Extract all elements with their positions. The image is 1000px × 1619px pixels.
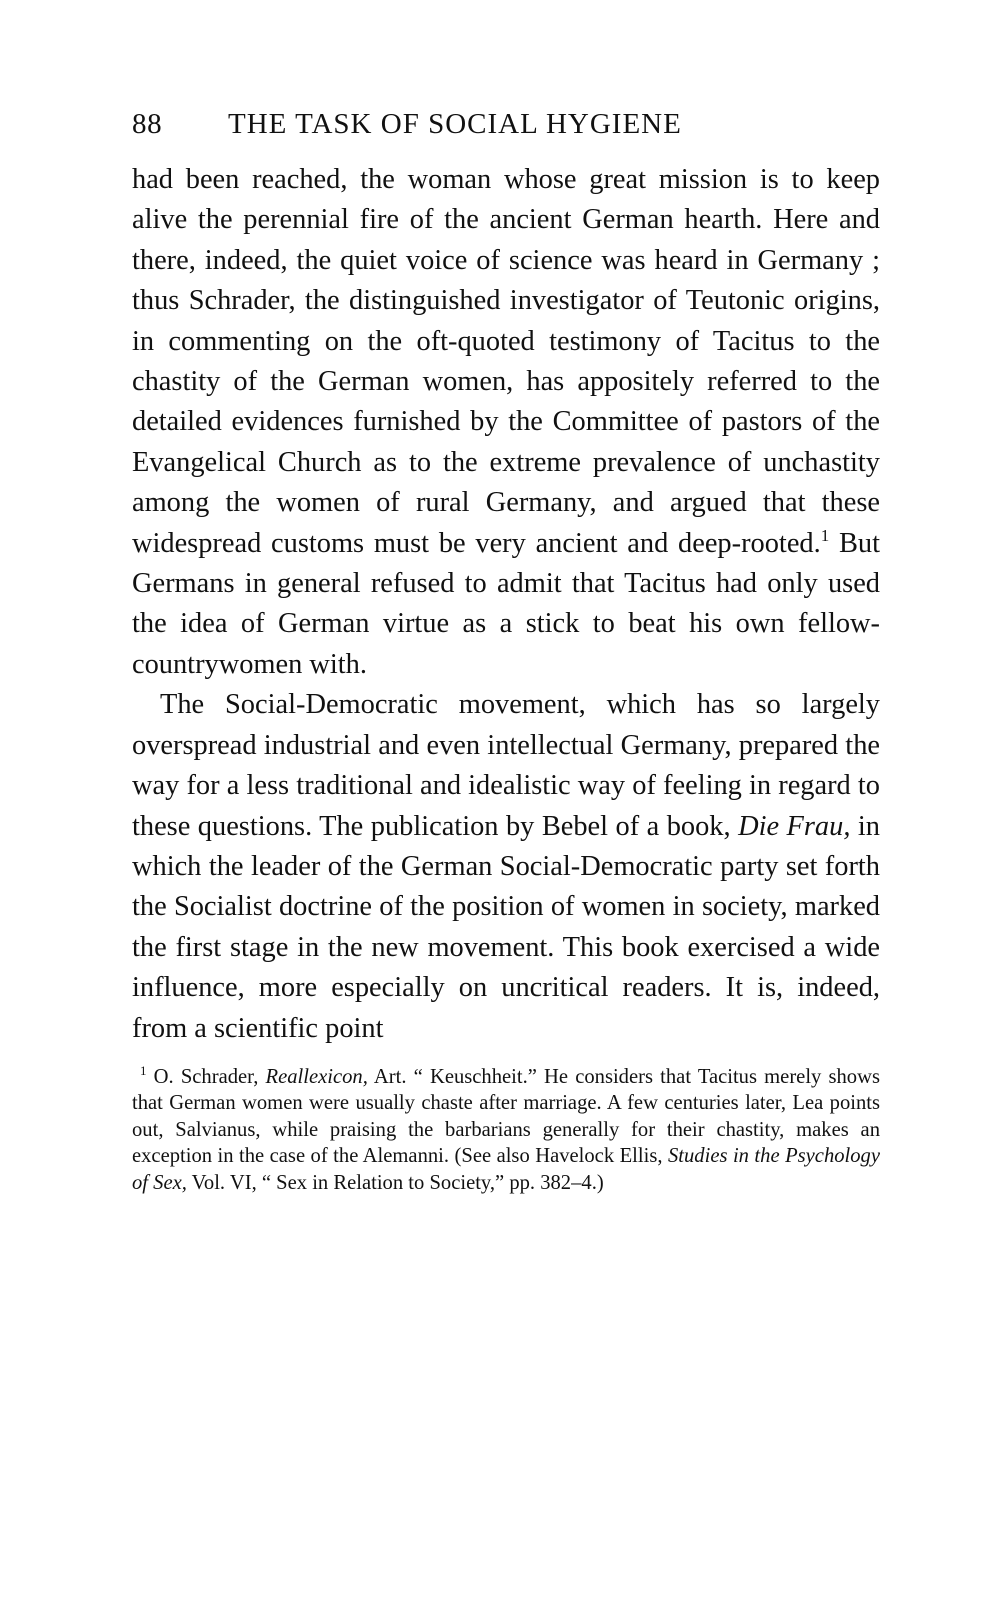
paragraph-text: had been reached, the woman whose great mission is to keep alive the perennial fire of the ancient German hearth. Here and there, indeed, the quiet voice of science was heard in Germany ; thus Schrader, the distinguished investigator of Teutonic origins, in commenting on the oft-quoted testimony of Tacitus to the chastity of the German women, has appositely referred to the detailed evidences furnished by the Committee of pastors of the Evangelical Church as to the extreme prevalence of unchastity among the women of rural Germany, and argued that these widespread customs must be very ancient and deep-rooted. xyxy=(132,164,880,559)
footnote xyxy=(132,1064,880,1196)
paragraph xyxy=(132,685,880,1049)
footnote-italic-title: Reallexicon, xyxy=(265,1065,368,1088)
running-title: THE TASK OF SOCIAL HYGIENE xyxy=(228,108,682,140)
footnote-italic-title: Studies in the Psychology of Sex, xyxy=(132,1145,880,1194)
paragraph-text: But Germans in general refused to admit that Tacitus had only used the idea of German virtue as a stick to beat his own fellow-countrywomen with. xyxy=(132,527,880,680)
footnote-reference: 1 xyxy=(820,525,830,545)
footnote-text: Vol. VI, “ Sex in Relation to Society,” pp. 382–4.) xyxy=(186,1171,604,1194)
running-header xyxy=(132,108,880,148)
body-text xyxy=(132,160,880,1049)
page-number: 88 xyxy=(132,108,163,140)
book-page xyxy=(132,108,880,1196)
paragraph-text: The Social-Democratic movement, which has so largely overspread industrial and even intellectual Germany, prepared the way for a less traditional and idealistic way of feeling in regard to these questions. The publication by Bebel of a book, xyxy=(132,689,880,842)
footnote-marker: 1 xyxy=(140,1062,147,1078)
footnote-text: O. Schrader, xyxy=(146,1065,266,1088)
book-title: Die Frau, xyxy=(738,810,851,842)
footnote-text: Art. “ Keuschheit.” He considers that Tacitus merely shows that German women were usually chaste after marriage. A few centuries later, Lea points out, Salvianus, while praising the barbarians generally for their chastity, makes an exception in the case of the Alemanni. (See also Havelock Ellis, xyxy=(132,1065,880,1168)
paragraph-text: in which the leader of the German Social-Democratic party set forth the Socialist doctrine of the position of women in society, marked the first stage in the new movement. This book exercised a wide influence, more especially on uncritical readers. It is, indeed, from a scientific point xyxy=(132,810,880,1044)
paragraph-continued xyxy=(132,160,880,685)
